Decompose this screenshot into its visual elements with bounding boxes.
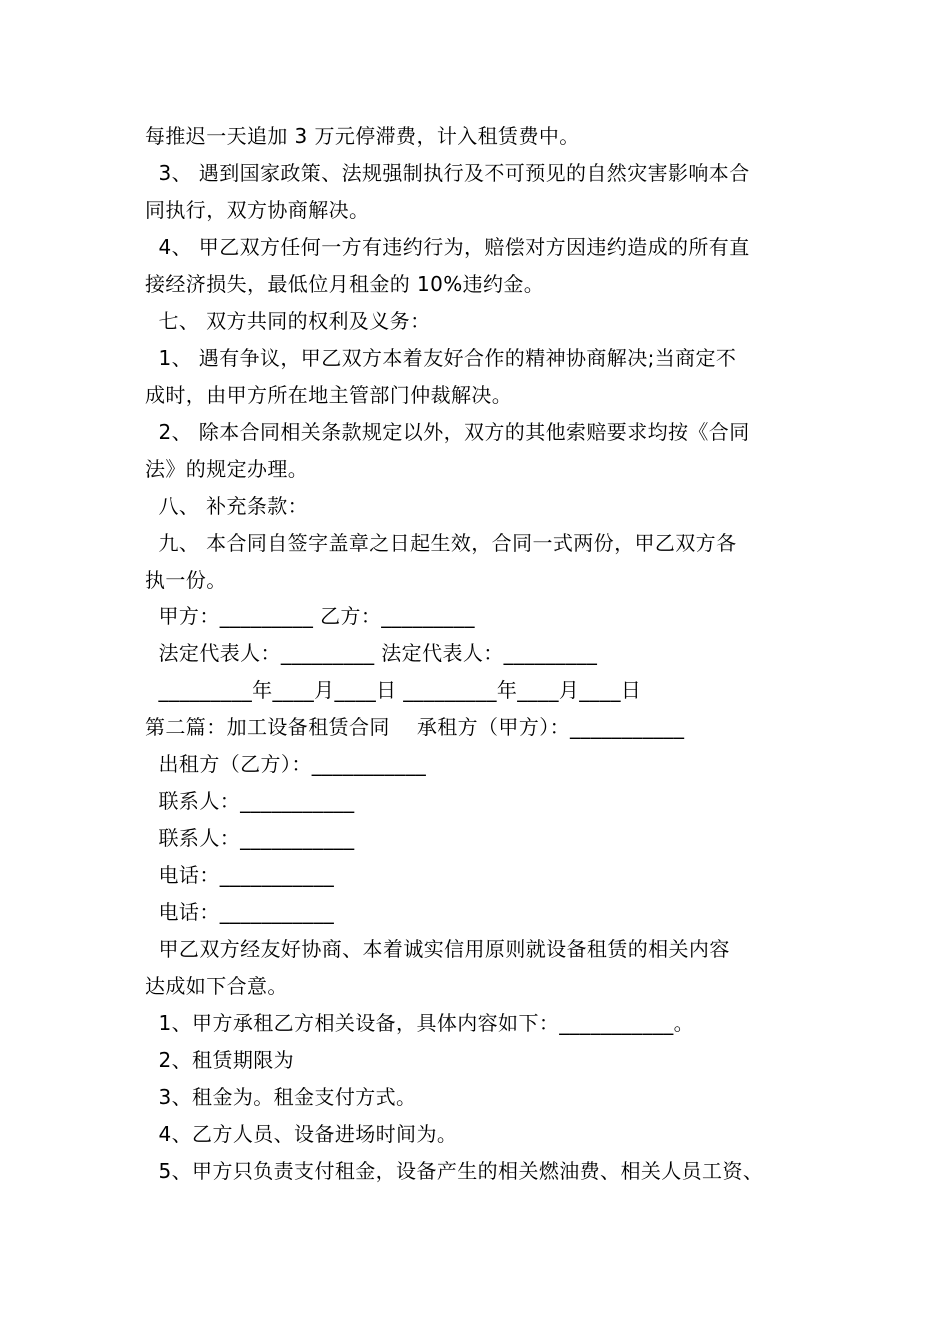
text-line: 法》的规定办理。: [145, 457, 309, 481]
text-line: 2、租赁期限为: [145, 1048, 295, 1072]
text-line: 4、 甲乙双方任何一方有违约行为，赔偿对方因违约造成的所有直: [145, 235, 750, 259]
form-field-line: 联系人：___________: [145, 826, 355, 850]
section-title: 第二篇：加工设备租赁合同 承租方（甲方）：___________: [145, 715, 685, 739]
form-field-line: 出租方（乙方）：___________: [145, 752, 427, 776]
text-line: 4、乙方人员、设备进场时间为。: [145, 1122, 458, 1146]
text-line: 九、 本合同自签字盖章之日起生效，合同一式两份，甲乙双方各: [145, 531, 737, 555]
form-field-line: 电话：___________: [145, 900, 335, 924]
signature-line: 法定代表人：_________ 法定代表人：_________: [145, 641, 598, 665]
text-line: 5、甲方只负责支付租金，设备产生的相关燃油费、相关人员工资、: [145, 1159, 764, 1183]
form-field-line: 联系人：___________: [145, 789, 355, 813]
text-line: 执一份。: [145, 568, 227, 592]
signature-line: 甲方：_________ 乙方：_________: [145, 604, 475, 628]
text-line: 3、 遇到国家政策、法规强制执行及不可预见的自然灾害影响本合: [145, 161, 750, 185]
text-line: 达成如下合意。: [145, 974, 288, 998]
text-line: 每推迟一天追加 3 万元停滞费，计入租赁费中。: [145, 124, 580, 148]
text-line: 成时，由甲方所在地主管部门仲裁解决。: [145, 383, 513, 407]
text-line: 同执行，双方协商解决。: [145, 198, 370, 222]
text-line: 3、租金为。租金支付方式。: [145, 1085, 417, 1109]
text-line: 甲乙双方经友好协商、本着诚实信用原则就设备租赁的相关内容: [145, 937, 730, 961]
text-line: 1、 遇有争议，甲乙双方本着友好合作的精神协商解决;当商定不: [145, 346, 737, 370]
section-heading: 八、 补充条款：: [145, 494, 309, 518]
text-line: 1、甲方承租乙方相关设备，具体内容如下：___________。: [145, 1011, 695, 1035]
text-line: 接经济损失，最低位月租金的 10%违约金。: [145, 272, 545, 296]
form-field-line: 电话：___________: [145, 863, 335, 887]
text-line: 2、 除本合同相关条款规定以外，双方的其他索赔要求均按《合同: [145, 420, 750, 444]
section-heading: 七、 双方共同的权利及义务：: [145, 309, 431, 333]
date-line: _________年____月____日 _________年____月____日: [145, 678, 642, 702]
